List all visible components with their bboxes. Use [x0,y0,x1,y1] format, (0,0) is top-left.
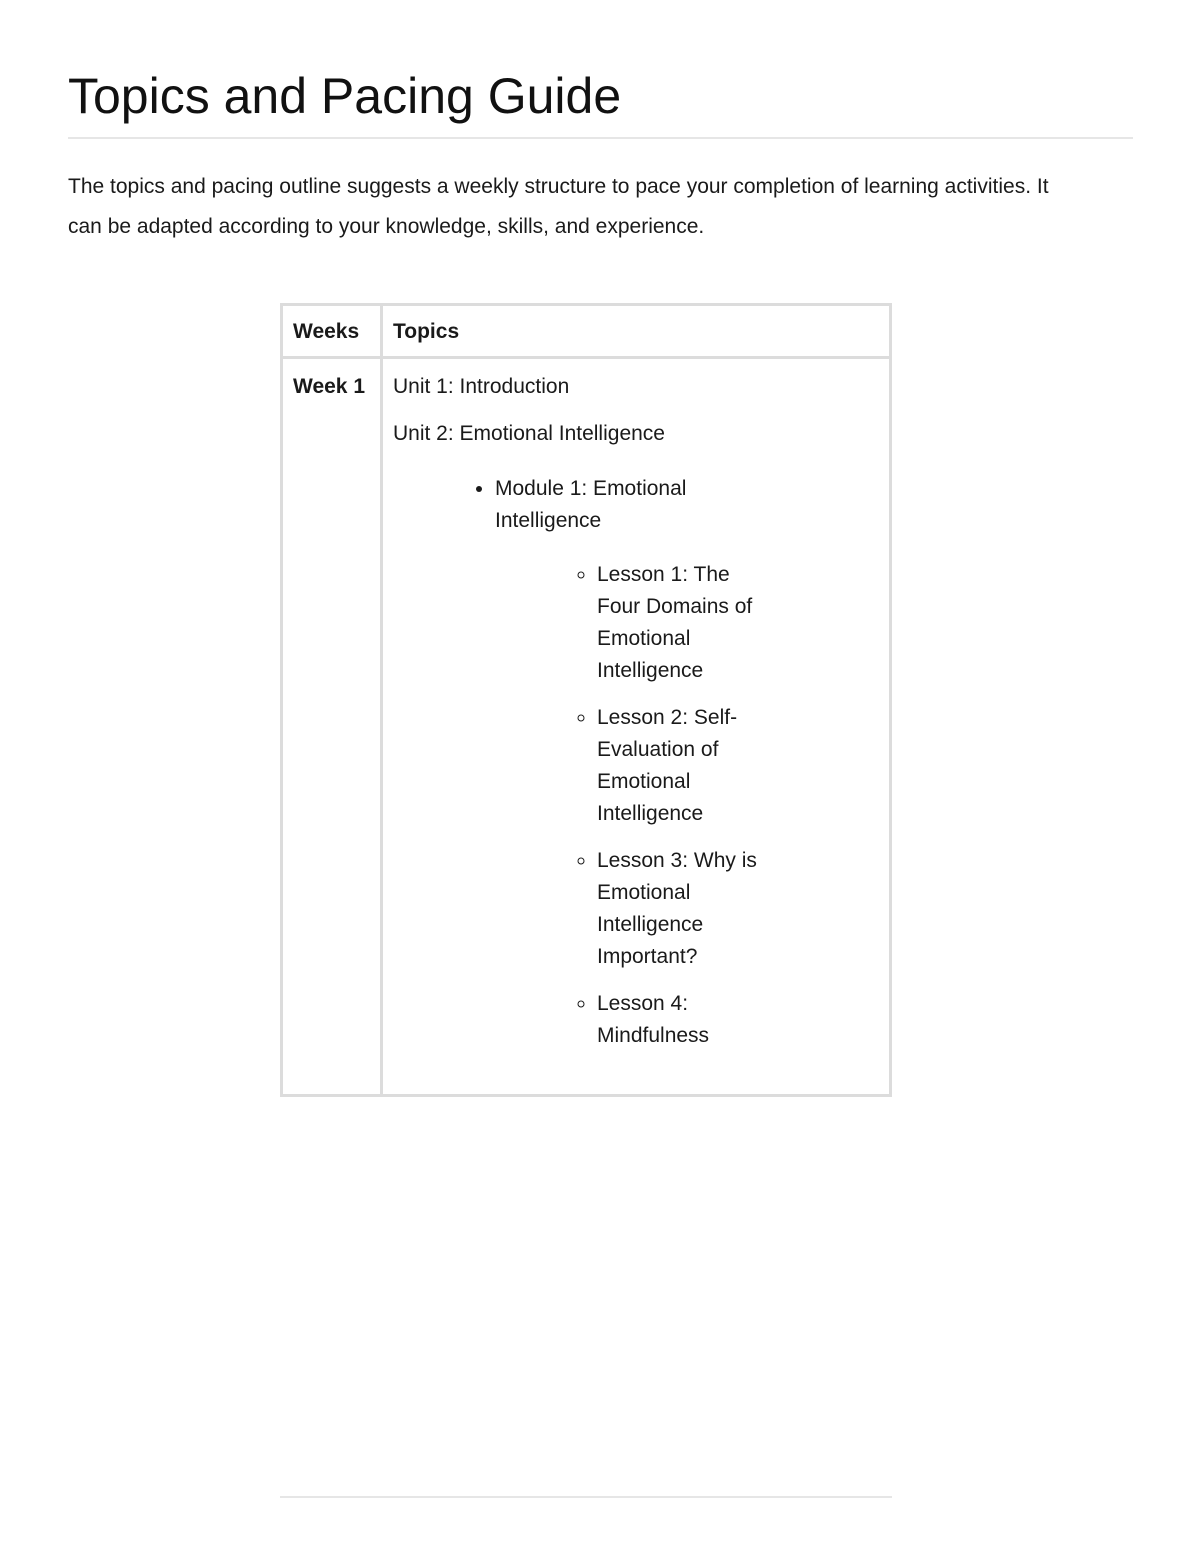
lesson-item: ◦ Lesson 4: Mindfulness [597,988,775,1052]
page-footer-divider [280,1496,892,1498]
unit-item: Unit 1: Introduction [393,375,570,398]
module-label: • Module 1: Emotional Intelligence [495,477,687,532]
unit-item: Unit 2: Emotional Intelligence [393,422,665,445]
week-cell: Week 1 [282,358,382,1096]
weeks-column-header: Weeks [282,305,382,358]
intro-paragraph: The topics and pacing outline suggests a weekly structure to pace your completion of learning activities. It can be adapted according to your knowledge, skills, and experience. [68,175,1049,238]
title-divider [68,137,1133,139]
topics-column-header: Topics [382,305,891,358]
table-row [282,358,891,1096]
module-list [393,473,757,1052]
page-title: Topics and Pacing Guide [68,68,622,124]
lesson-item: ◦ Lesson 3: Why is Emotional Intelligence Important? [597,845,775,973]
topics-cell [382,358,891,1096]
lesson-list [495,559,775,1052]
lesson-item: ◦ Lesson 2: Self-Evaluation of Emotional Intelligence [597,702,775,830]
module-item [495,473,757,1052]
lesson-item: ◦ Lesson 1: The Four Domains of Emotional Intelligence [597,559,775,687]
topics-pacing-table [280,303,892,1097]
table-header-row [282,305,891,358]
